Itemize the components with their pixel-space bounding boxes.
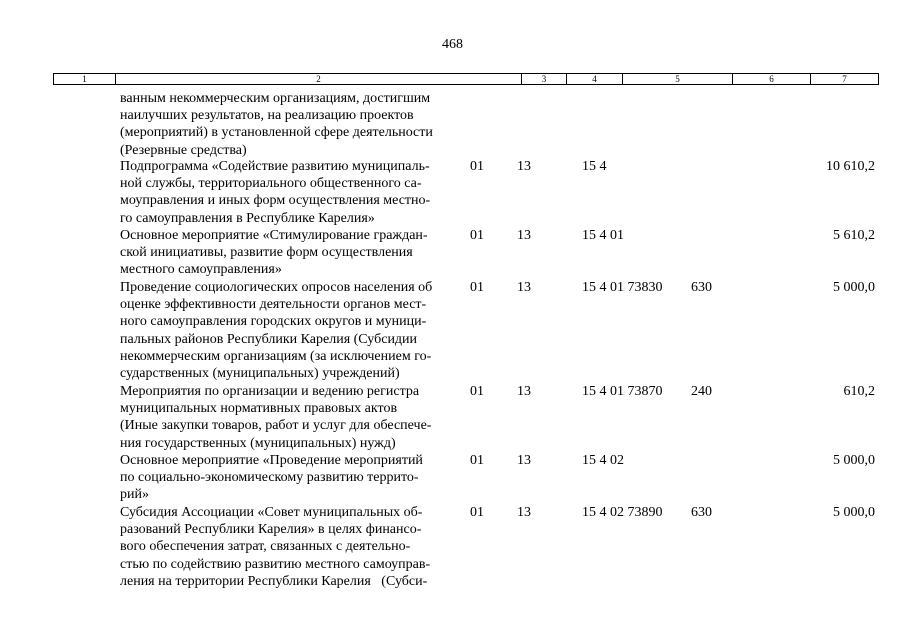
header-cell-3: 3 [522, 74, 567, 84]
header-cell-1: 1 [54, 74, 116, 84]
section-code: 01 [470, 453, 484, 468]
expense-type-code: 630 [691, 505, 712, 520]
row-name: Мероприятия по организации и ведению регистра муниципальных нормативных правовых актов (Иные закупки товаров, работ и услуг для обеспече- ния государственных (муниципальных) нужд) [120, 384, 432, 451]
amount: 5 610,2 [833, 228, 875, 243]
header-cell-6: 6 [733, 74, 811, 84]
subsection-code: 13 [517, 505, 531, 520]
amount: 10 610,2 [826, 159, 875, 174]
section-code: 01 [470, 228, 484, 243]
table-header [53, 73, 879, 85]
header-cell-2: 2 [116, 74, 522, 84]
target-article-code: 15 4 01 73830 [582, 280, 663, 295]
section-code: 01 [470, 384, 484, 399]
target-article-code: 15 4 01 73870 [582, 384, 663, 399]
expense-type-code: 630 [691, 280, 712, 295]
amount: 5 000,0 [833, 453, 875, 468]
row-name: Подпрограмма «Содействие развитию муниципаль- ной службы, территориального общественного са- моуправления и иных форм осуществления местно- го самоуправления в Республике Карелия» [120, 159, 431, 226]
section-code: 01 [470, 159, 484, 174]
subsection-code: 13 [517, 453, 531, 468]
expense-type-code: 240 [691, 384, 712, 399]
row-name: Проведение социологических опросов населения об оценке эффективности деятельности органов мест- ного самоуправления городских округов и муници- пальных районов Республики Карелия (Субсидии некоммерческим организациям (за исключением го- сударственных (муниципальных) учреждений) [120, 280, 433, 382]
row-name: Субсидия Ассоциации «Совет муниципальных об- разований Республики Карелия» в целях финансо- вого обеспечения затрат, связанных с деятельно- стью по содействию развитию местного самоуправ- ления на территории Республики Карелия (Субси- [120, 505, 431, 589]
subsection-code: 13 [517, 384, 531, 399]
target-article-code: 15 4 01 [582, 228, 624, 243]
row-name: Основное мероприятие «Проведение мероприятий по социально-экономическому развитию террито- рий» [120, 453, 423, 503]
row-name: ванным некоммерческим организациям, достигшим наилучших результатов, на реализацию проектов (мероприятий) в установленной сфере деятельности (Резервные средства) [120, 91, 433, 158]
header-cell-5: 5 [623, 74, 733, 84]
target-article-code: 15 4 02 [582, 453, 624, 468]
subsection-code: 13 [517, 159, 531, 174]
amount: 5 000,0 [833, 505, 875, 520]
target-article-code: 15 4 02 73890 [582, 505, 663, 520]
row-name: Основное мероприятие «Стимулирование граждан- ской инициативы, развитие форм осуществления местного самоуправления» [120, 228, 428, 278]
header-cell-4: 4 [567, 74, 623, 84]
page-number: 468 [442, 37, 463, 52]
subsection-code: 13 [517, 228, 531, 243]
subsection-code: 13 [517, 280, 531, 295]
target-article-code: 15 4 [582, 159, 607, 174]
amount: 610,2 [843, 384, 875, 399]
amount: 5 000,0 [833, 280, 875, 295]
section-code: 01 [470, 505, 484, 520]
section-code: 01 [470, 280, 484, 295]
header-cell-7: 7 [842, 74, 847, 84]
